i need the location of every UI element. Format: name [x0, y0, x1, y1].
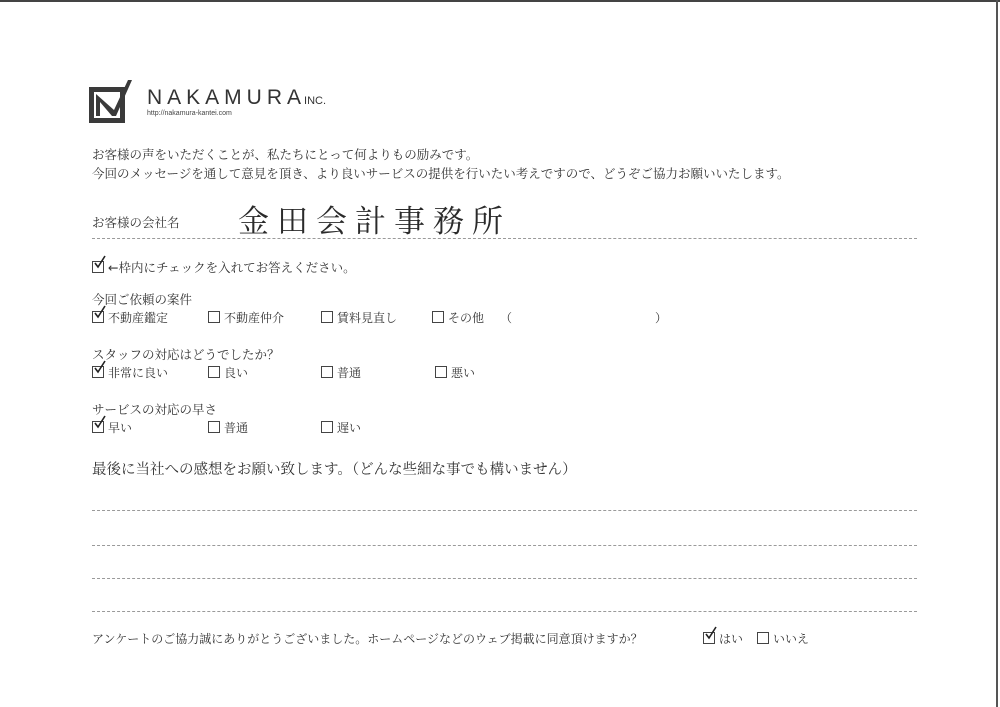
check-icon — [705, 626, 717, 640]
q1-other-open-paren: （ — [500, 311, 513, 325]
checkbox[interactable] — [757, 632, 769, 644]
brand-suffix: INC. — [304, 95, 327, 107]
option-label: その他 — [448, 311, 485, 325]
consent-question: アンケートのご協力誠にありがとうございました。ホームページなどのウェブ掲載に同意頂けますか？ — [92, 632, 643, 646]
checkbox[interactable] — [432, 311, 444, 323]
checkbox[interactable] — [208, 366, 220, 378]
check-icon — [94, 360, 106, 374]
nakamura-logo-icon — [88, 78, 134, 124]
option-label: はい — [719, 632, 744, 646]
consent-no-option[interactable] — [757, 630, 809, 647]
company-underline — [92, 238, 917, 239]
option-label: 遅い — [337, 421, 362, 435]
example-checkbox — [92, 261, 104, 273]
q1-option-real-estate-appraisal[interactable] — [92, 309, 168, 326]
intro-line-2: 今回のメッセージを通して意見を頂き、より良いサービスの提供を行いたい考えですので、どうぞご協力お願いいたします。 — [92, 166, 790, 181]
q1-option-other[interactable] — [432, 309, 484, 326]
option-label: 早い — [108, 421, 133, 435]
checkbox[interactable] — [208, 311, 220, 323]
option-label: 普通 — [224, 421, 249, 435]
q1-other-close-paren: ） — [655, 311, 668, 325]
check-icon — [94, 415, 106, 429]
checkbox[interactable] — [92, 421, 104, 433]
checkbox[interactable] — [92, 311, 104, 323]
check-icon — [94, 255, 106, 269]
q3-title: サービスの対応の早さ — [92, 402, 218, 417]
q1-option-real-estate-brokerage[interactable] — [208, 309, 284, 326]
checkbox[interactable] — [703, 632, 715, 644]
q3-option-average[interactable] — [208, 419, 248, 436]
option-label: いいえ — [773, 632, 810, 646]
option-label: 悪い — [451, 366, 476, 380]
q2-option-average[interactable] — [321, 364, 361, 381]
option-label: 不動産鑑定 — [108, 311, 169, 325]
checkbox[interactable] — [321, 421, 333, 433]
company-label: お客様の会社名 — [92, 215, 180, 230]
check-icon — [94, 305, 106, 319]
checkbox[interactable] — [435, 366, 447, 378]
q1-title: 今回ご依頼の案件 — [92, 292, 193, 307]
q2-title: スタッフの対応はどうでしたか？ — [92, 347, 280, 362]
checkbox[interactable] — [92, 366, 104, 378]
company-name-handwritten[interactable]: 金田会計事務所 — [238, 204, 511, 240]
checkbox[interactable] — [321, 366, 333, 378]
option-label: 賃料見直し — [337, 311, 398, 325]
checkbox[interactable] — [208, 421, 220, 433]
comment-line-4[interactable] — [92, 611, 917, 612]
option-label: 良い — [224, 366, 249, 380]
checkbox[interactable] — [321, 311, 333, 323]
q2-option-good[interactable] — [208, 364, 248, 381]
q3-option-fast[interactable] — [92, 419, 132, 436]
comment-line-2[interactable] — [92, 545, 917, 546]
option-label: 不動産仲介 — [224, 311, 285, 325]
q2-option-very-good[interactable] — [92, 364, 168, 381]
option-label: 普通 — [337, 366, 362, 380]
consent-yes-option[interactable] — [703, 630, 743, 647]
instruction-text: ←枠内にチェックを入れてお答えください。 — [92, 258, 356, 276]
q3-option-slow[interactable] — [321, 419, 361, 436]
brand-name: NAKAMURAINC. — [147, 86, 327, 109]
intro-line-1: お客様の声をいただくことが、私たちにとって何よりもの励みです。 — [92, 147, 479, 162]
page-top-border — [0, 0, 1000, 2]
q2-option-bad[interactable] — [435, 364, 475, 381]
q1-option-rent-review[interactable] — [321, 309, 397, 326]
brand-url: http://nakamura-kantei.com — [147, 110, 232, 117]
page-right-border — [996, 0, 998, 707]
comment-line-3[interactable] — [92, 578, 917, 579]
option-label: 非常に良い — [108, 366, 169, 380]
comments-title: 最後に当社への感想をお願い致します。（どんな些細な事でも構いません） — [92, 462, 577, 478]
comment-line-1[interactable] — [92, 510, 917, 511]
